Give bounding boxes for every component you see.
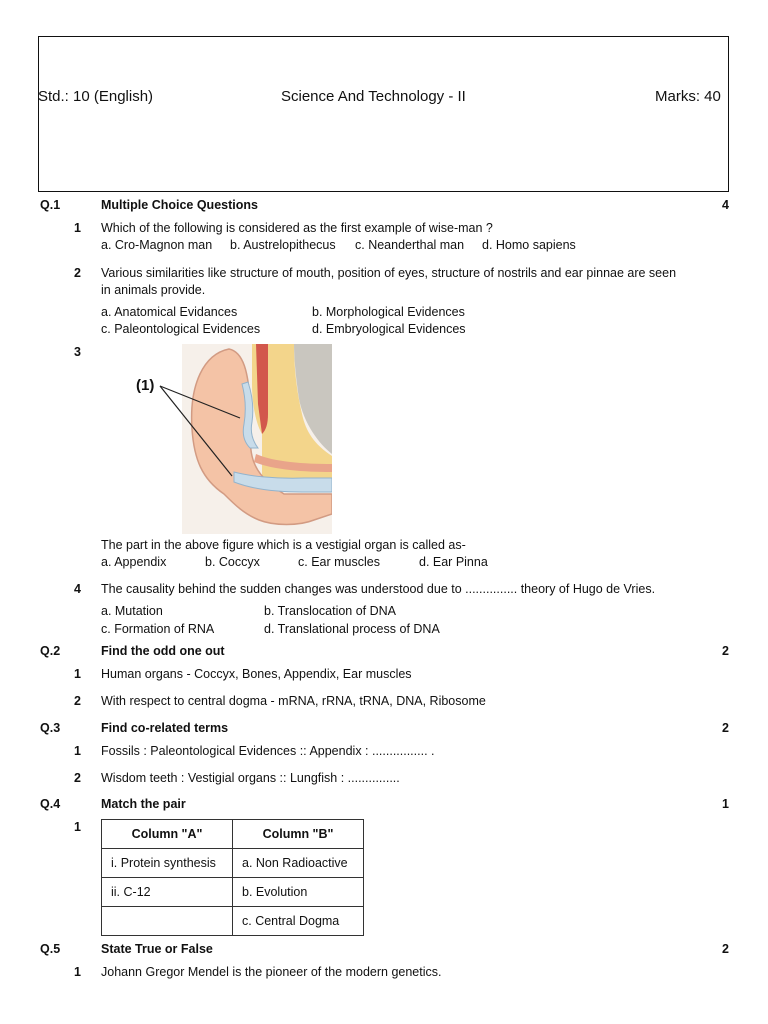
q5-title: State True or False bbox=[101, 942, 213, 956]
table-row bbox=[102, 907, 364, 936]
figure-label: (1) bbox=[136, 377, 155, 394]
header-marks: Marks: 40 bbox=[655, 88, 721, 105]
match-table-header bbox=[102, 820, 364, 849]
q2-number: Q.2 bbox=[40, 644, 61, 658]
q5-s1-number: 1 bbox=[74, 965, 81, 979]
q1-s3-option-b: b. Coccyx bbox=[205, 555, 260, 569]
q2-s2-number: 2 bbox=[74, 694, 81, 708]
q3-s1-text: Fossils : Paleontological Evidences :: Appendix : ................ . bbox=[101, 744, 435, 758]
q3-number: Q.3 bbox=[40, 721, 61, 735]
q1-marks: 4 bbox=[722, 198, 729, 212]
q1-s4-option-a: a. Mutation bbox=[101, 604, 163, 618]
ear-cross-section-figure bbox=[134, 344, 332, 534]
header-subject: Science And Technology - II bbox=[281, 88, 466, 105]
table-cell-b: c. Central Dogma bbox=[233, 907, 364, 936]
q2-s2-text: With respect to central dogma - mRNA, rRNA, tRNA, DNA, Ribosome bbox=[101, 694, 486, 708]
table-cell-b: a. Non Radioactive bbox=[233, 849, 364, 878]
column-a-header: Column "A" bbox=[102, 820, 233, 849]
q1-s3-text: The part in the above figure which is a vestigial organ is called as- bbox=[101, 538, 466, 552]
q1-s1-option-b: b. Austrelopithecus bbox=[230, 238, 336, 252]
q1-s2-option-c: c. Paleontological Evidences bbox=[101, 322, 261, 336]
q1-s2-line2: in animals provide. bbox=[101, 283, 206, 297]
table-cell-a: ii. C-12 bbox=[102, 878, 233, 907]
q1-s2-option-a: a. Anatomical Evidances bbox=[101, 305, 238, 319]
q3-s1-number: 1 bbox=[74, 744, 81, 758]
q1-s4-option-c: c. Formation of RNA bbox=[101, 622, 215, 636]
q1-s2-number: 2 bbox=[74, 266, 81, 280]
q4-title: Match the pair bbox=[101, 797, 186, 811]
table-row bbox=[102, 849, 364, 878]
q2-s1-number: 1 bbox=[74, 667, 81, 681]
q1-s4-option-b: b. Translocation of DNA bbox=[264, 604, 397, 618]
q1-s2-line1: Various similarities like structure of mouth, position of eyes, structure of nostrils and ear pinnae are seen bbox=[101, 266, 677, 280]
q2-s1-text: Human organs - Coccyx, Bones, Appendix, Ear muscles bbox=[101, 667, 412, 681]
q2-title: Find the odd one out bbox=[101, 644, 225, 658]
q3-title: Find co-related terms bbox=[101, 721, 229, 735]
q1-s3-option-d: d. Ear Pinna bbox=[419, 555, 488, 569]
q2-marks: 2 bbox=[722, 644, 729, 658]
q5-marks: 2 bbox=[722, 942, 729, 956]
table-row bbox=[102, 878, 364, 907]
q1-s2-option-d: d. Embryological Evidences bbox=[312, 322, 466, 336]
header-std: Std.: 10 (English) bbox=[38, 88, 154, 105]
table-cell-a: i. Protein synthesis bbox=[102, 849, 233, 878]
q1-s4-text: The causality behind the sudden changes was understood due to ............... theory of Hugo de Vries. bbox=[101, 582, 656, 596]
q1-s1-number: 1 bbox=[74, 221, 81, 235]
q5-s1-text: Johann Gregor Mendel is the pioneer of the modern genetics. bbox=[101, 965, 442, 979]
q3-s2-number: 2 bbox=[74, 771, 81, 785]
q5-number: Q.5 bbox=[40, 942, 61, 956]
match-table bbox=[101, 819, 364, 936]
q1-s1-option-c: c. Neanderthal man bbox=[355, 238, 465, 252]
table-cell-b: b. Evolution bbox=[233, 878, 364, 907]
q4-marks: 1 bbox=[722, 797, 729, 811]
table-cell-a bbox=[102, 907, 233, 936]
q1-s3-option-a: a. Appendix bbox=[101, 555, 167, 569]
q1-s1-text: Which of the following is considered as the first example of wise-man ? bbox=[101, 221, 493, 235]
q1-s3-option-c: c. Ear muscles bbox=[298, 555, 380, 569]
q3-marks: 2 bbox=[722, 721, 729, 735]
q1-s3-number: 3 bbox=[74, 345, 81, 359]
q1-s1-option-a: a. Cro-Magnon man bbox=[101, 238, 213, 252]
q4-number: Q.4 bbox=[40, 797, 61, 811]
q1-s4-number: 4 bbox=[74, 582, 81, 596]
q1-title: Multiple Choice Questions bbox=[101, 198, 258, 212]
q1-number: Q.1 bbox=[40, 198, 61, 212]
q3-s2-text: Wisdom teeth : Vestigial organs :: Lungfish : ............... bbox=[101, 771, 400, 785]
q1-s2-option-b: b. Morphological Evidences bbox=[312, 305, 465, 319]
q4-s1-number: 1 bbox=[74, 820, 81, 834]
q1-s4-option-d: d. Translational process of DNA bbox=[264, 622, 440, 636]
q1-s1-option-d: d. Homo sapiens bbox=[482, 238, 576, 252]
header-box bbox=[38, 36, 729, 192]
column-b-header: Column "B" bbox=[233, 820, 364, 849]
